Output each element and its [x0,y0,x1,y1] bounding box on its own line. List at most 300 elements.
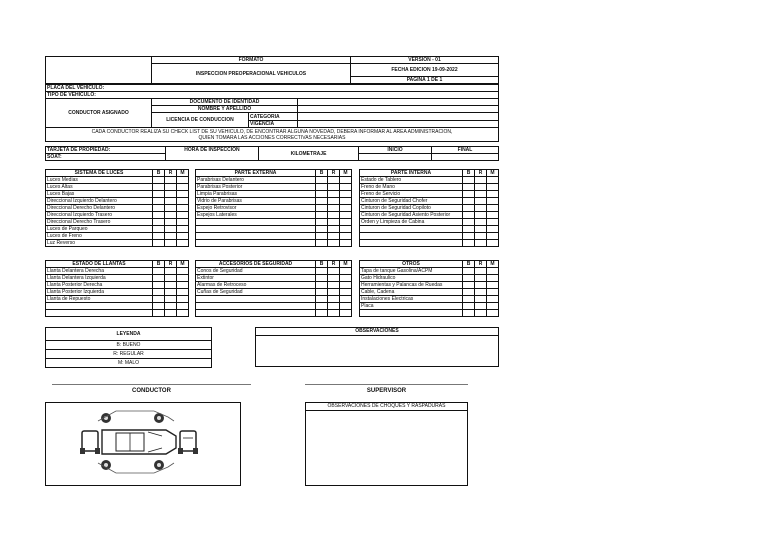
checklist-row [46,310,189,317]
leyenda-regular: R: REGULAR [46,350,212,359]
llantas-checklist-table [45,260,189,317]
check-m-cell[interactable] [487,212,499,219]
check-b-cell[interactable] [316,226,328,233]
checklist-row [196,205,352,212]
observaciones-box[interactable] [255,327,499,367]
pagina-label: PAGINA 1 DE 1 [351,77,499,84]
check-m-cell[interactable] [340,177,352,184]
checklist-row [360,310,499,317]
checklist-row [46,289,189,296]
otros-item-label: Gato Hidraulico [360,275,463,282]
check-b-cell[interactable] [153,233,165,240]
accesorios-item-label [196,310,316,317]
check-m-cell[interactable] [340,233,352,240]
llantas-item-label: Llanta de Repuesto [46,296,153,303]
check-m-cell[interactable] [340,296,352,303]
interna-checklist-table [359,169,499,247]
check-r-cell[interactable] [328,268,340,275]
check-r-cell[interactable] [328,310,340,317]
kilometraje-label: KILOMETRAJE [259,147,359,161]
vigencia-field[interactable] [298,121,499,128]
check-r-cell[interactable] [328,184,340,191]
choques-box[interactable] [305,402,468,486]
otros-item-label: Tapa de tanque Gasolina/ACPM [360,268,463,275]
luces-checklist-table [45,169,189,247]
check-m-cell[interactable] [177,233,189,240]
checklist-row [360,219,499,226]
check-r-cell[interactable] [475,205,487,212]
check-b-cell[interactable] [153,240,165,247]
checklist-row [196,219,352,226]
check-b-cell[interactable] [153,191,165,198]
check-b-cell[interactable] [463,289,475,296]
check-r-cell[interactable] [165,240,177,247]
checklist-row [360,198,499,205]
check-r-cell[interactable] [475,226,487,233]
check-b-cell[interactable] [316,275,328,282]
checklist-row [46,219,189,226]
luces-title: SISTEMA DE LUCES [46,170,153,177]
check-m-cell[interactable] [340,282,352,289]
check-m-cell[interactable] [487,289,499,296]
check-b-cell[interactable] [153,289,165,296]
check-b-cell[interactable] [463,310,475,317]
leyenda-title: LEYENDA [46,328,212,341]
checklist-row [46,226,189,233]
check-r-cell[interactable] [475,177,487,184]
check-m-cell[interactable] [487,268,499,275]
col-b-header: B [463,261,475,268]
checklist-row [196,240,352,247]
checklist-row [196,296,352,303]
check-r-cell[interactable] [475,303,487,310]
info-table [45,146,499,161]
licencia-label: LICENCIA DE CONDUCCION [152,113,249,128]
col-m-header: M [487,261,499,268]
check-b-cell[interactable] [316,205,328,212]
check-m-cell[interactable] [487,191,499,198]
check-b-cell[interactable] [153,275,165,282]
check-b-cell[interactable] [316,212,328,219]
check-b-cell[interactable] [463,205,475,212]
form-title: INSPECCION PREOPERACIONAL VEHICULOS [152,64,351,84]
luces-item-label: Luces Bajas [46,191,153,198]
check-b-cell[interactable] [153,303,165,310]
vehicle-diagram-icon [46,403,242,487]
check-b-cell[interactable] [463,240,475,247]
check-b-cell[interactable] [153,226,165,233]
check-m-cell[interactable] [340,198,352,205]
checklist-row [360,205,499,212]
interna-item-label: Cinturon de Seguridad Asiento Posterior [360,212,463,219]
logo-cell [46,57,152,84]
check-m-cell[interactable] [177,310,189,317]
check-m-cell[interactable] [177,212,189,219]
luces-item-label: Luces Altas [46,184,153,191]
otros-item-label: Instalaciones Electricas [360,296,463,303]
check-b-cell[interactable] [463,226,475,233]
checklist-row [360,191,499,198]
check-m-cell[interactable] [487,240,499,247]
conductor-signature-line [52,384,251,385]
interna-item-label: Cinturon de Seguridad Copiloto [360,205,463,212]
checklist-row [196,303,352,310]
interna-item-label [360,240,463,247]
wheel-bottom-right-icon [154,460,164,470]
check-r-cell[interactable] [165,233,177,240]
check-b-cell[interactable] [316,219,328,226]
check-b-cell[interactable] [153,219,165,226]
check-r-cell[interactable] [328,212,340,219]
final-label: FINAL [432,147,499,154]
check-b-cell[interactable] [463,303,475,310]
check-r-cell[interactable] [328,240,340,247]
otros-checklist-table [359,260,499,317]
checklist-row [46,212,189,219]
check-m-cell[interactable] [177,191,189,198]
luces-item-label: Direccional Izquierdo Trasero [46,212,153,219]
checklist-row [196,191,352,198]
check-r-cell[interactable] [475,289,487,296]
inicio-field[interactable] [359,154,432,161]
check-r-cell[interactable] [328,177,340,184]
check-r-cell[interactable] [165,303,177,310]
col-b-header: B [316,170,328,177]
check-m-cell[interactable] [177,296,189,303]
otros-title: OTROS [360,261,463,268]
check-m-cell[interactable] [487,226,499,233]
check-r-cell[interactable] [165,205,177,212]
externa-item-label: Vidrio de Parabrisas [196,198,316,205]
notice-line1: CADA CONDUCTOR REALIZA SU CHECK LIST DE SU VEHICULO, DE ENCONTRAR ALGUNA NOVEDAD, DEBERA INFORMAR AL AREA ADMINISTRACION, [91,128,453,135]
check-b-cell[interactable] [316,268,328,275]
tipo-field[interactable]: TIPO DE VEHICULO: [46,92,499,99]
checklist-row [46,184,189,191]
checklist-row [360,226,499,233]
llantas-item-label [46,303,153,310]
tarjeta-label: TARJETA DE PROPIEDAD: [46,147,166,154]
version-label: VERSION - 01 [351,57,499,64]
check-r-cell[interactable] [328,198,340,205]
check-m-cell[interactable] [177,177,189,184]
check-r-cell[interactable] [475,282,487,289]
accesorios-item-label: Cuñas de Seguridad [196,289,316,296]
check-r-cell[interactable] [475,212,487,219]
externa-item-label [196,240,316,247]
col-b-header: B [316,261,328,268]
notice-text [46,128,499,142]
checklist-row [360,289,499,296]
check-m-cell[interactable] [487,233,499,240]
check-b-cell[interactable] [463,212,475,219]
check-m-cell[interactable] [340,303,352,310]
final-field[interactable] [432,154,499,161]
checklist-row [46,303,189,310]
check-b-cell[interactable] [316,289,328,296]
check-m-cell[interactable] [340,240,352,247]
interna-item-label [360,233,463,240]
check-r-cell[interactable] [165,289,177,296]
checklist-row [360,303,499,310]
check-b-cell[interactable] [463,233,475,240]
check-r-cell[interactable] [475,310,487,317]
check-m-cell[interactable] [487,205,499,212]
check-r-cell[interactable] [165,184,177,191]
check-b-cell[interactable] [463,219,475,226]
llantas-item-label: Llanta Posterior Derecha [46,282,153,289]
choques-label: OBSERVACIONES DE CHOQUES Y RASPADURAS [306,403,467,411]
check-m-cell[interactable] [487,296,499,303]
llantas-item-label: Llanta Delantera Derecha [46,268,153,275]
check-m-cell[interactable] [340,205,352,212]
llantas-item-label [46,310,153,317]
check-m-cell[interactable] [177,240,189,247]
luces-item-label: Direccional Derecho Trasero [46,219,153,226]
interna-item-label: Estado de Tablero [360,177,463,184]
documento-field[interactable] [298,99,499,106]
accesorios-item-label: Extintor [196,275,316,282]
interna-item-label [360,226,463,233]
checklist-row [360,268,499,275]
col-r-header: R [165,261,177,268]
wheel-bottom-left-icon [101,460,111,470]
checklist-row [196,212,352,219]
check-b-cell[interactable] [153,184,165,191]
checklist-row [196,289,352,296]
checklist-row [196,275,352,282]
externa-title: PARTE EXTERNA [196,170,316,177]
check-m-cell[interactable] [487,219,499,226]
interna-item-label: Cinturon de Seguridad Chofer [360,198,463,205]
check-m-cell[interactable] [177,219,189,226]
check-r-cell[interactable] [328,226,340,233]
check-b-cell[interactable] [316,303,328,310]
check-b-cell[interactable] [153,282,165,289]
check-b-cell[interactable] [463,268,475,275]
check-r-cell[interactable] [165,212,177,219]
check-b-cell[interactable] [153,212,165,219]
check-r-cell[interactable] [165,296,177,303]
check-b-cell[interactable] [463,275,475,282]
interna-item-label: Freno de Mano [360,184,463,191]
check-r-cell[interactable] [328,289,340,296]
check-m-cell[interactable] [177,282,189,289]
placa-field[interactable]: PLACA DEL VEHICULO: [46,85,499,92]
check-b-cell[interactable] [316,296,328,303]
checklist-row [46,268,189,275]
check-m-cell[interactable] [177,303,189,310]
check-b-cell[interactable] [463,296,475,303]
vehicle-table [45,84,499,142]
checklist-row [46,198,189,205]
check-b-cell[interactable] [316,233,328,240]
check-r-cell[interactable] [328,191,340,198]
check-b-cell[interactable] [153,310,165,317]
check-m-cell[interactable] [487,184,499,191]
check-m-cell[interactable] [340,191,352,198]
luces-item-label: Luces Medias [46,177,153,184]
check-b-cell[interactable] [153,296,165,303]
otros-item-label: Herramientas y Palancas de Ruedas [360,282,463,289]
externa-item-label: Espejos Laterales [196,212,316,219]
check-r-cell[interactable] [165,282,177,289]
check-m-cell[interactable] [177,184,189,191]
externa-item-label [196,219,316,226]
check-m-cell[interactable] [177,275,189,282]
checklist-row [360,184,499,191]
check-r-cell[interactable] [165,219,177,226]
luces-item-label: Luces de Parqueo [46,226,153,233]
check-r-cell[interactable] [328,275,340,282]
col-r-header: R [475,170,487,177]
check-m-cell[interactable] [340,219,352,226]
check-m-cell[interactable] [340,212,352,219]
check-b-cell[interactable] [153,205,165,212]
col-b-header: B [153,170,165,177]
inicio-label: INICIO [359,147,432,154]
check-m-cell[interactable] [340,226,352,233]
externa-item-label: Parabrisas Posterior [196,184,316,191]
check-m-cell[interactable] [340,268,352,275]
accesorios-checklist-table [195,260,352,317]
check-r-cell[interactable] [475,198,487,205]
checklist-row [46,233,189,240]
col-m-header: M [340,261,352,268]
check-r-cell[interactable] [165,226,177,233]
col-b-header: B [153,261,165,268]
check-m-cell[interactable] [487,177,499,184]
leyenda-bueno: B: BUENO [46,341,212,350]
check-r-cell[interactable] [328,233,340,240]
externa-item-label: Espejo Retrovisor [196,205,316,212]
luces-item-label: Direccional Derecho Delantero [46,205,153,212]
interna-item-label: Freno de Servicio [360,191,463,198]
check-r-cell[interactable] [475,184,487,191]
check-b-cell[interactable] [316,310,328,317]
check-r-cell[interactable] [475,240,487,247]
header-table [45,56,499,84]
check-b-cell[interactable] [463,177,475,184]
col-m-header: M [177,261,189,268]
leyenda-malo: M: MALO [46,359,212,368]
interna-item-label: Orden y Limpieza de Cabina [360,219,463,226]
check-b-cell[interactable] [316,191,328,198]
luces-item-label: Direccional Izquierdo Delantero [46,198,153,205]
checklist-row [360,233,499,240]
checklist-row [360,282,499,289]
check-b-cell[interactable] [316,177,328,184]
luces-item-label: Luz Reverso [46,240,153,247]
check-b-cell[interactable] [153,268,165,275]
check-m-cell[interactable] [177,268,189,275]
check-r-cell[interactable] [328,219,340,226]
col-b-header: B [463,170,475,177]
check-r-cell[interactable] [475,191,487,198]
observaciones-label: OBSERVACIONES [256,328,498,336]
checklist-row [360,212,499,219]
categoria-field[interactable] [298,113,499,121]
col-m-header: M [487,170,499,177]
check-b-cell[interactable] [316,184,328,191]
check-m-cell[interactable] [340,275,352,282]
externa-item-label: Parabrisas Delantero [196,177,316,184]
check-r-cell[interactable] [475,275,487,282]
externa-item-label: Limpia Parabrisas [196,191,316,198]
checklist-row [46,282,189,289]
check-m-cell[interactable] [177,289,189,296]
check-r-cell[interactable] [165,268,177,275]
checklist-row [360,177,499,184]
check-r-cell[interactable] [475,219,487,226]
vigencia-label: VIGENCIA [249,121,298,128]
check-r-cell[interactable] [165,177,177,184]
conductor-signature-label: CONDUCTOR [132,388,171,394]
check-m-cell[interactable] [177,226,189,233]
check-r-cell[interactable] [328,296,340,303]
check-m-cell[interactable] [487,275,499,282]
checklist-row [46,296,189,303]
check-m-cell[interactable] [340,184,352,191]
check-b-cell[interactable] [153,177,165,184]
check-r-cell[interactable] [328,303,340,310]
check-r-cell[interactable] [475,268,487,275]
check-m-cell[interactable] [340,310,352,317]
col-m-header: M [340,170,352,177]
check-m-cell[interactable] [340,289,352,296]
check-b-cell[interactable] [463,191,475,198]
check-r-cell[interactable] [475,296,487,303]
check-r-cell[interactable] [165,191,177,198]
llantas-title: ESTADO DE LLANTAS [46,261,153,268]
check-m-cell[interactable] [177,198,189,205]
check-b-cell[interactable] [316,240,328,247]
documento-label: DOCUMENTO DE IDENTIDAD [152,99,298,106]
supervisor-signature-line [305,384,468,385]
check-m-cell[interactable] [487,198,499,205]
check-b-cell[interactable] [316,198,328,205]
nombre-label: NOMBRE Y APELLIDO [152,106,298,113]
nombre-field[interactable] [298,106,499,113]
vehicle-diagram-box [45,402,241,486]
categoria-label: CATEGORIA [249,113,298,121]
accesorios-item-label [196,303,316,310]
check-b-cell[interactable] [463,198,475,205]
check-m-cell[interactable] [177,205,189,212]
checklist-row [196,268,352,275]
check-b-cell[interactable] [463,184,475,191]
check-r-cell[interactable] [165,310,177,317]
check-r-cell[interactable] [165,275,177,282]
checklist-row [46,240,189,247]
check-m-cell[interactable] [487,310,499,317]
checklist-row [196,184,352,191]
check-r-cell[interactable] [165,198,177,205]
checklist-row [196,282,352,289]
check-b-cell[interactable] [463,282,475,289]
check-b-cell[interactable] [153,198,165,205]
check-r-cell[interactable] [475,233,487,240]
check-m-cell[interactable] [487,282,499,289]
check-r-cell[interactable] [328,205,340,212]
check-r-cell[interactable] [328,282,340,289]
checklist-row [46,177,189,184]
check-b-cell[interactable] [316,282,328,289]
conductor-asignado-label: CONDUCTOR ASIGNADO [46,99,152,128]
leyenda-table [45,327,212,368]
check-m-cell[interactable] [487,303,499,310]
luces-item-label: Luces de Freno [46,233,153,240]
formato-label: FORMATO [152,57,351,64]
